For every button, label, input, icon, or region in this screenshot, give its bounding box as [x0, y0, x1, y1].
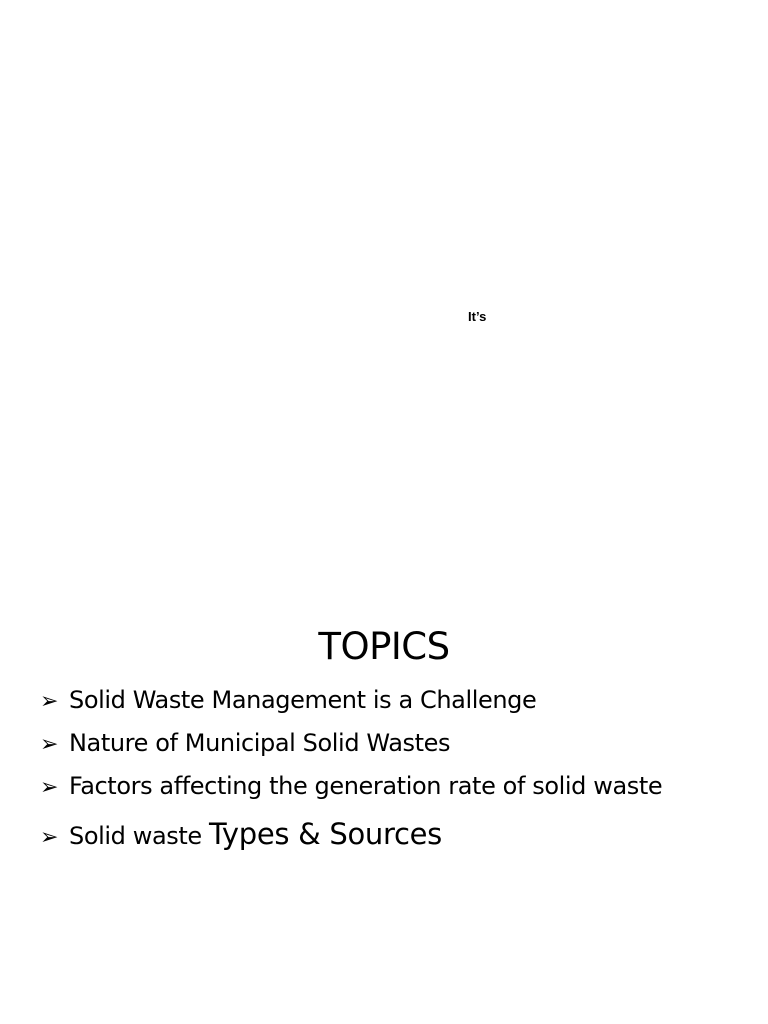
list-item [40, 729, 662, 772]
arrow-bullet-icon: ➢ [40, 732, 59, 757]
list-item-text: Factors affecting the generation rate of solid waste [69, 772, 663, 800]
slide-2 [0, 600, 768, 1024]
arrow-bullet-icon: ➢ [40, 689, 59, 714]
arrow-bullet-icon: ➢ [40, 775, 59, 800]
list-item [40, 772, 662, 817]
list-item-text-large: Types & Sources [208, 817, 442, 851]
list-item [40, 817, 662, 863]
topics-list [40, 686, 662, 863]
slide-1-text: It’s [468, 309, 487, 324]
slide-title: TOPICS [318, 625, 450, 668]
list-item-text: Nature of Municipal Solid Wastes [69, 729, 451, 757]
list-item-text: Solid Waste Management is a Challenge [69, 686, 537, 714]
arrow-bullet-icon: ➢ [40, 825, 59, 850]
list-item-text-small: Solid waste [69, 822, 209, 850]
list-item [40, 686, 662, 729]
